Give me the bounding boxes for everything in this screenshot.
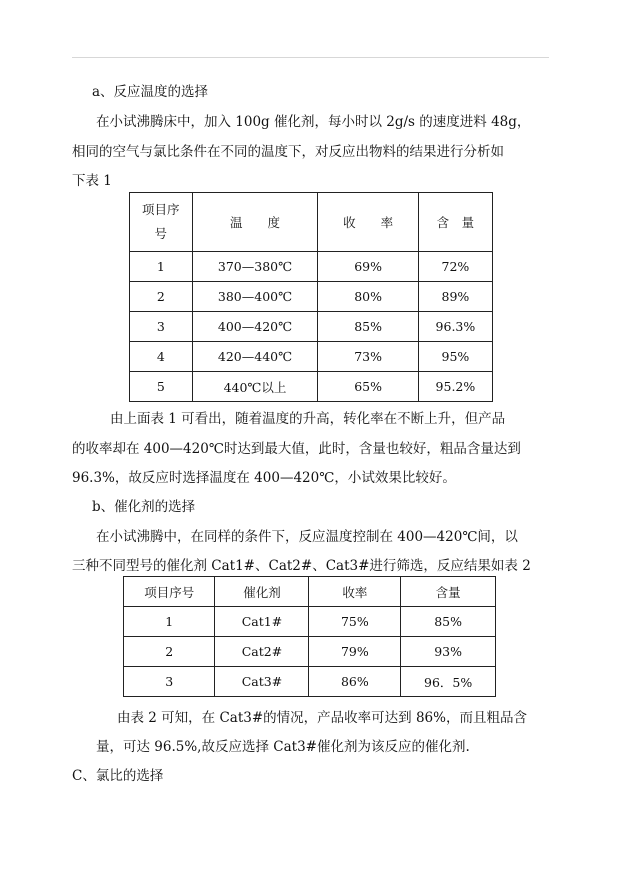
section-a-paragraph-line: 96.3%，故反应时选择温度在 400—420℃，小试效果比较好。 <box>72 470 456 486</box>
table-cell: 85% <box>318 312 418 342</box>
table-cell: 3 <box>130 312 193 342</box>
table-cell: 3 <box>124 667 215 697</box>
table-cell: 93% <box>401 637 496 667</box>
table-cell: 420—440℃ <box>192 342 318 372</box>
table-cell: 65% <box>318 372 418 402</box>
catalyst-table <box>123 576 496 697</box>
table-header-cell: 收率 <box>309 577 401 607</box>
table-row <box>130 312 493 342</box>
table-cell: 89% <box>418 282 492 312</box>
table-row <box>124 607 496 637</box>
section-c-heading: C、氯比的选择 <box>72 768 164 784</box>
table-header-cell: 温 度 <box>192 193 318 252</box>
section-b-paragraph-line: 由表 2 可知，在 Cat3#的情况，产品收率可达到 86%，而且粗品含 <box>117 710 527 726</box>
section-b-paragraph-line: 三种不同型号的催化剂 Cat1#、Cat2#、Cat3#进行筛选，反应结果如表 2 <box>72 558 531 574</box>
table-cell: 1 <box>130 252 193 282</box>
table-cell: 79% <box>309 637 401 667</box>
table-cell: Cat3# <box>215 667 309 697</box>
table-cell: Cat1# <box>215 607 309 637</box>
section-b-paragraph-line: 量，可达 96.5%,故反应选择 Cat3#催化剂为该反应的催化剂. <box>96 739 470 755</box>
table-header-cell: 项目序号 <box>130 193 193 252</box>
table-cell: 95.2% <box>418 372 492 402</box>
table-cell: 2 <box>130 282 193 312</box>
table-cell: 86% <box>309 667 401 697</box>
table-header-cell: 含 量 <box>418 193 492 252</box>
section-a-paragraph-line: 在小试沸腾床中，加入 100g 催化剂，每小时以 2g/s 的速度进料 48g， <box>96 114 531 130</box>
table-cell: 96．5% <box>401 667 496 697</box>
table-cell: 5 <box>130 372 193 402</box>
section-b-paragraph-line: 在小试沸腾中，在同样的条件下，反应温度控制在 400—420℃间，以 <box>96 529 518 545</box>
table-header-row <box>130 193 493 252</box>
table-header-cell: 催化剂 <box>215 577 309 607</box>
table-header-cell: 项目序号 <box>124 577 215 607</box>
table-cell: 440℃以上 <box>192 372 318 402</box>
section-b-heading: b、催化剂的选择 <box>92 499 196 515</box>
table-cell: 72% <box>418 252 492 282</box>
table-row <box>130 282 493 312</box>
table-header-cell: 含量 <box>401 577 496 607</box>
table-cell: 380—400℃ <box>192 282 318 312</box>
table-cell: 69% <box>318 252 418 282</box>
table-cell: Cat2# <box>215 637 309 667</box>
table-cell: 95% <box>418 342 492 372</box>
section-a-paragraph-line: 由上面表 1 可看出，随着温度的升高，转化率在不断上升，但产品 <box>110 411 506 427</box>
table-cell: 370—380℃ <box>192 252 318 282</box>
table-cell: 73% <box>318 342 418 372</box>
table-cell: 1 <box>124 607 215 637</box>
table-cell: 75% <box>309 607 401 637</box>
table-cell: 2 <box>124 637 215 667</box>
table-header-row <box>124 577 496 607</box>
table-cell: 96.3% <box>418 312 492 342</box>
section-a-paragraph-line: 相同的空气与氯比条件在不同的温度下，对反应出物料的结果进行分析如 <box>72 144 504 160</box>
header-rule <box>72 57 549 58</box>
table-cell: 80% <box>318 282 418 312</box>
section-a-paragraph-line: 下表 1 <box>72 173 112 189</box>
table-row <box>130 252 493 282</box>
section-a-heading: a、反应温度的选择 <box>92 84 209 100</box>
section-a-paragraph-line: 的收率却在 400—420℃时达到最大值，此时，含量也较好，粗品含量达到 <box>72 441 521 457</box>
temperature-table <box>129 192 493 402</box>
table-cell: 4 <box>130 342 193 372</box>
table-cell: 400—420℃ <box>192 312 318 342</box>
table-row <box>130 342 493 372</box>
table-row <box>130 372 493 402</box>
table-cell: 85% <box>401 607 496 637</box>
table-row <box>124 637 496 667</box>
table-row <box>124 667 496 697</box>
table-header-cell: 收 率 <box>318 193 418 252</box>
